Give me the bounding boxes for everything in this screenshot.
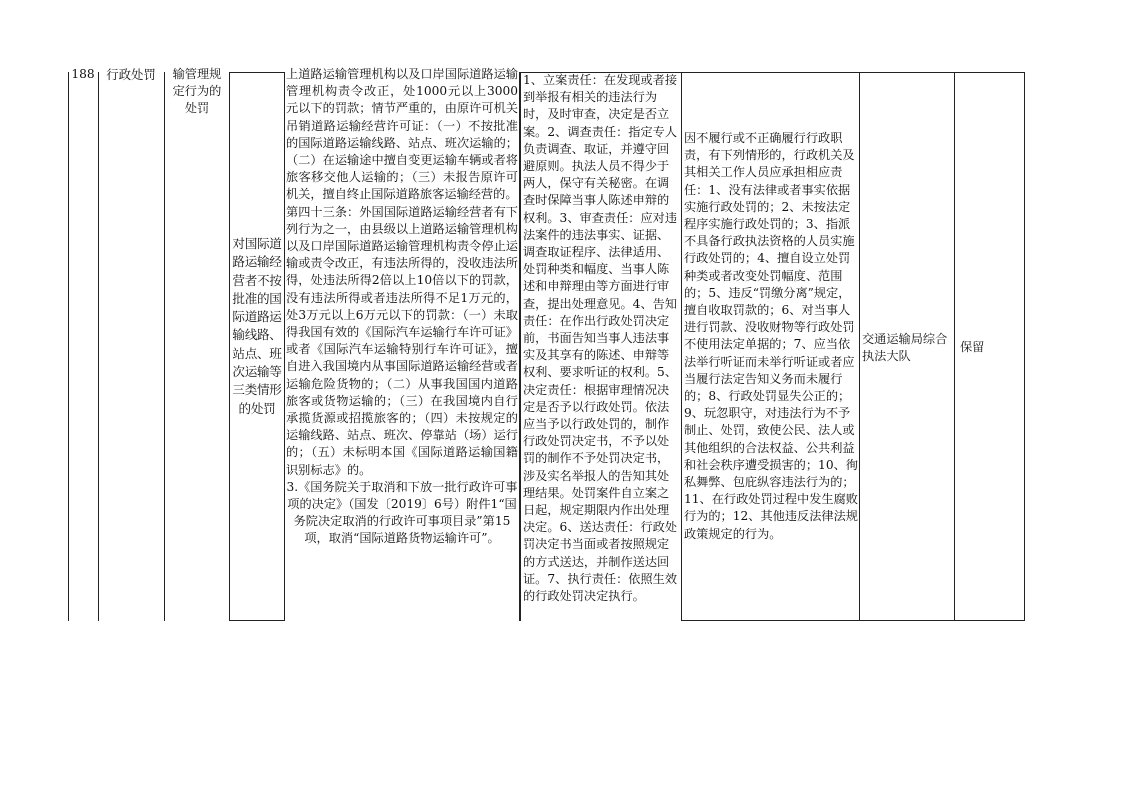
table-divider [954, 72, 955, 621]
table-top-border [229, 72, 285, 73]
table-divider [859, 72, 860, 621]
accountability-cell: 因不履行或不正确履行行政职责，有下列情形的，行政机关及其相关工作人员应承担相应责任：1、没有法律或者事实依据实施行政处罚的；2、未按法定程序实施行政处罚的；3、指派不具备行政执法资格的人员实施行政处罚的；4、擅自设立处罚种类或者改变处罚幅度、范围的；5、违反“罚缴分离”规定，擅自收取罚款的；6、对当事人进行罚款、没收财物等行政处罚不使用法定单据的；7、应当依法举行听证而未举行听证或者应当履行法定告知义务而未履行的；8、行政处罚显失公正的；9、玩忽职守，对违法行为不予制止、处罚，致使公民、法人或其他组织的合法权益、公共利益和社会秩序遭受损害的；10、徇私舞弊、包庇纵容违法行为的；11、在行政处罚过程中发生腐败行为的；12、其他违反法律法规政策规定的行为。 [684, 131, 858, 541]
row-number: 188 [71, 67, 95, 81]
category-cell: 行政处罚 [106, 67, 156, 82]
basis-paragraph: 上道路运输管理机构以及口岸国际道路运输管理机构责令改正，处1000元以上3000元以下的罚款；情节严重的，由原许可机关吊销道路运输经营许可证：（一）不按批准的国际道路运输线路、站点、班次运输的；（二）在运输途中擅自变更运输车辆或者将旅客移交他人运输的；（三）未报告原许可机关，擅自终止国际道路旅客运输经营的。 [286, 67, 518, 202]
table-divider [520, 72, 521, 621]
table-bottom-border [681, 620, 1025, 621]
basis-paragraph: 3.《国务院关于取消和下放一批行政许可事项的决定》（国发〔2019〕6号）附件1“国务院决定取消的行政许可事项目录”第15项，取消“国际道路货物运输许可”。 [286, 479, 518, 546]
basis-paragraph: 第四十三条：外国国际道路运输经营者有下列行为之一，由县级以上道路运输管理机构以及口岸国际道路运输管理机构责令停止运输或责令改正，有违法所得的，没收违法所得，处违法所得2倍以上10倍以下的罚款，没有违法所得或者违法所得不足1万元的，处3万元以上6万元以下的罚款：（一）未取得我国有效的《国际汽车运输行车许可证》或者《国际汽车运输特别行车许可证》，擅自进入我国境内从事国际道路运输经营或者运输危险货物的；（二）从事我国国内道路旅客或货物运输的；（三）在我国境内自行承揽货源或招揽旅客的；（四）未按规定的运输线路、站点、班次、停靠站（场）运行的；（五）未标明本国《国际道路运输国籍识别标志》的。 [286, 204, 518, 477]
note-cell: 保留 [960, 340, 985, 354]
table-border-left [68, 72, 69, 621]
duties-cell: 1、立案责任：在发现或者接到举报有相关的违法行为时，及时审查，决定是否立案。2、调查责任：指定专人负责调查、取证，并遵守回避原则。执法人员不得少于两人，保守有关秘密。在调查时保障当事人陈述申辩的权利。3、审查责任：应对违法案件的违法事实、证据、调查取证程序、法律适用、处罚种类和幅度、当事人陈述和申辩理由等方面进行审查，提出处理意见。4、告知责任：在作出行政处罚决定前，书面告知当事人违法事实及其享有的陈述、申辩等权利、要求听证的权利。5、决定责任：根据审理情况决定是否予以行政处罚。依法应当予以行政处罚的，制作行政处罚决定书，不予以处罚的制作不予处罚决定书，涉及实名举报人的告知其处理结果。处罚案件自立案之日起，规定期限内作出处理决定。6、送达责任：行政处罚决定书当面或者按照规定的方式送达，并制作送达回证。7、执行责任：依照生效的行政处罚决定执行。 [523, 73, 678, 604]
item-name-cell: 输管理规定行为的处罚 [172, 67, 222, 116]
table-divider [229, 72, 230, 621]
table-divider [164, 72, 165, 621]
responsible-unit-cell: 交通运输局综合执法大队 [862, 332, 948, 364]
table-divider [284, 72, 285, 621]
sub-item-cell: 对国际道路运输经营者不按批准的国际道路运输线路、站点、班次运输等三类情形的处罚 [232, 236, 282, 416]
table-divider [681, 72, 682, 621]
table-divider [98, 72, 99, 621]
table-border-right [1024, 72, 1025, 621]
legal-basis-cell [286, 66, 518, 618]
table-bottom-border [229, 620, 285, 621]
